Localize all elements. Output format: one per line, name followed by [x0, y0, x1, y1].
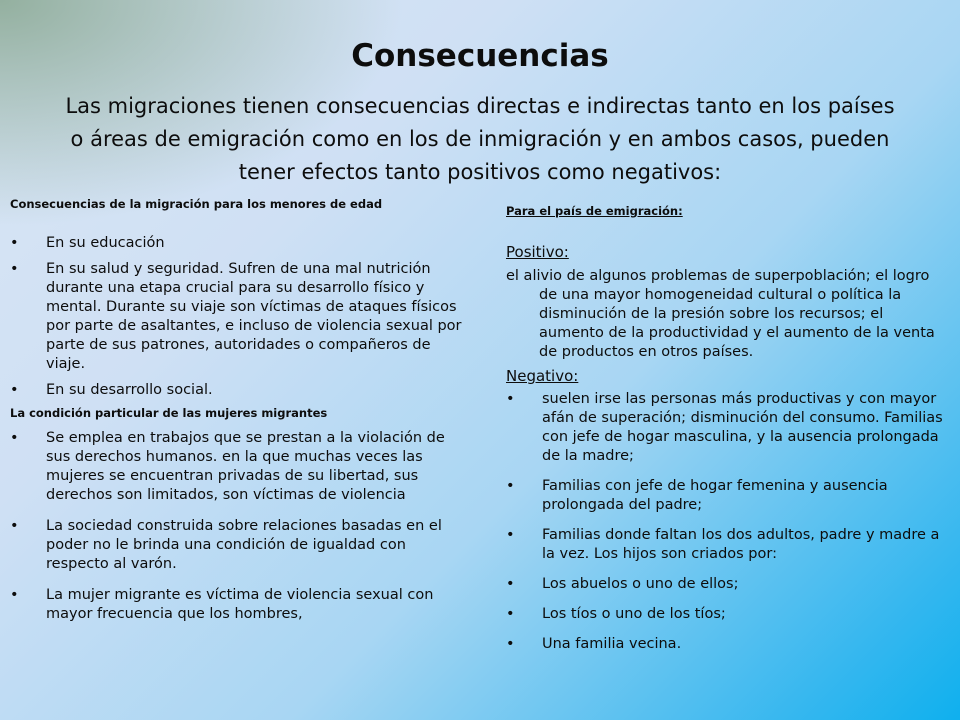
- list-item: • Los abuelos o uno de ellos;: [506, 575, 952, 594]
- list-item: • suelen irse las personas más productivas y con mayor afán de superación; disminución del consumo. Familias con jefe de hogar masculina, y la ausencia prolongada de la madre;: [506, 390, 952, 466]
- positive-label: Positivo:: [506, 243, 569, 261]
- minors-list: [10, 234, 472, 400]
- list-item: • Una familia vecina.: [506, 635, 952, 654]
- women-heading: La condición particular de las mujeres migrantes: [10, 406, 328, 420]
- slide-subtitle: Las migraciones tienen consecuencias directas e indirectas tanto en los países o áreas de emigración como en los de inmigración y en ambos casos, pueden tener efectos tanto positivos como negativos:: [65, 94, 895, 184]
- list-item: • La sociedad construida sobre relaciones basadas en el poder no le brinda una condición de igualdad con respecto al varón.: [10, 517, 472, 574]
- right-column: [506, 195, 952, 661]
- list-item: • Familias con jefe de hogar femenina y ausencia prolongada del padre;: [506, 477, 952, 515]
- list-item: • Familias donde faltan los dos adultos, padre y madre a la vez. Los hijos son criados por:: [506, 526, 952, 564]
- positive-text: el alivio de algunos problemas de superpoblación; el logro de una mayor homogeneidad cultural o política la disminución de la presión sobre los recursos; el aumento de la productividad y el aumento de la venta de productos en otros países.: [506, 268, 935, 360]
- left-column: [10, 195, 472, 631]
- slide-title: Consecuencias: [351, 38, 609, 74]
- list-item: • En su desarrollo social.: [10, 381, 472, 400]
- negative-label: Negativo:: [506, 367, 579, 385]
- list-item: • En su educación: [10, 234, 472, 253]
- emigration-heading: Para el país de emigración:: [506, 204, 683, 218]
- list-item: • En su salud y seguridad. Sufren de una mal nutrición durante una etapa crucial para su desarrollo físico y mental. Durante su viaje son víctimas de ataques físicos por parte de asaltantes, e incluso de violencia sexual por parte de sus patrones, autoridades o compañeros de viaje.: [10, 260, 472, 374]
- negative-list: [506, 390, 952, 654]
- list-item: • La mujer migrante es víctima de violencia sexual con mayor frecuencia que los hombres,: [10, 586, 472, 624]
- list-item: • Los tíos o uno de los tíos;: [506, 605, 952, 624]
- women-list: [10, 429, 472, 624]
- list-item: • Se emplea en trabajos que se prestan a la violación de sus derechos humanos. en la que muchas veces las mujeres se encuentran privadas de su libertad, sus derechos son limitados, son víctimas de violencia: [10, 429, 472, 505]
- minors-heading: Consecuencias de la migración para los menores de edad: [10, 197, 383, 211]
